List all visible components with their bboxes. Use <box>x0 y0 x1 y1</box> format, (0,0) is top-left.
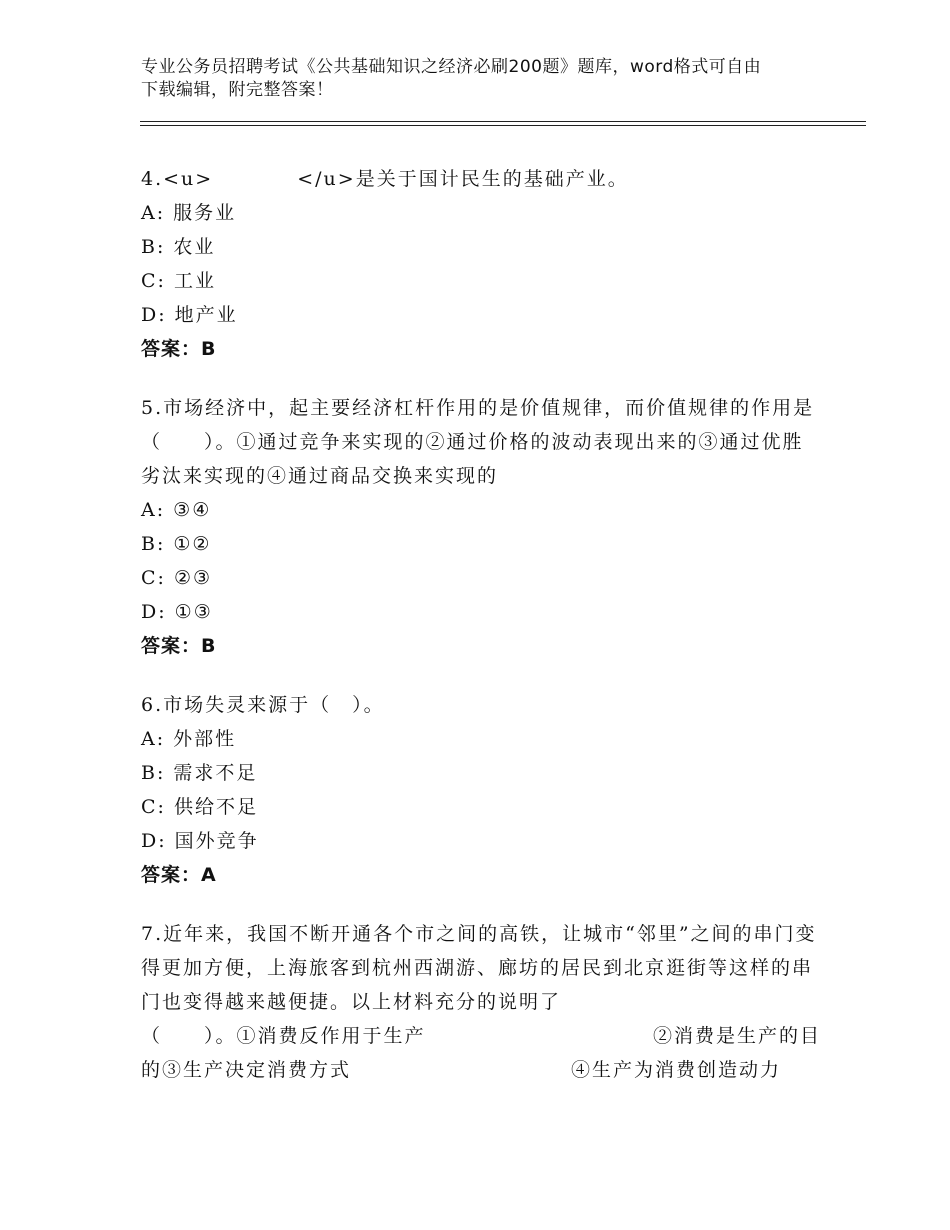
question-stem-row <box>141 1053 821 1087</box>
option-c: C: 工业 <box>141 270 216 292</box>
option-d: D: 国外竞争 <box>141 830 259 852</box>
header-line-1: 专业公务员招聘考试《公共基础知识之经济必刷200题》题库，word格式可自由 <box>141 57 762 77</box>
option-a: A: ③④ <box>141 499 212 521</box>
question-stem <box>141 162 821 196</box>
answer-label: 答案：B <box>141 635 217 657</box>
option-b: B: 需求不足 <box>141 762 258 784</box>
question-stem: 6.市场失灵来源于（ ）。 <box>141 694 385 716</box>
question-7 <box>141 917 821 1087</box>
question-stem-row <box>141 1019 821 1053</box>
option-c: C: ②③ <box>141 567 213 589</box>
stem-row-left: 的③生产决定消费方式 <box>141 1059 352 1081</box>
option-a: A: 外部性 <box>141 728 237 750</box>
document-header <box>141 56 821 102</box>
stem-row-right: ④生产为消费创造动力 <box>570 1059 781 1081</box>
option-b: B: 农业 <box>141 236 216 258</box>
header-divider-bottom <box>140 125 866 126</box>
stem-row-right: ②消费是生产的目 <box>652 1025 821 1047</box>
question-list <box>141 162 821 1112</box>
option-d: D: ①③ <box>141 601 213 623</box>
option-b: B: ①② <box>141 533 212 555</box>
question-stem-part-b: </u>是关于国计民生的基础产业。 <box>297 168 629 190</box>
answer-label: 答案：B <box>141 338 217 360</box>
question-stem: 5.市场经济中，起主要经济杠杆作用的是价值规律，而价值规律的作用是（ ）。①通过竞争来实现的②通过价格的波动表现出来的③通过优胜劣汰来实现的④通过商品交换来实现的 <box>141 397 815 487</box>
question-4 <box>141 162 821 366</box>
question-stem-part-a: 4.<u> <box>141 168 214 190</box>
header-divider-top <box>140 121 866 122</box>
option-a: A: 服务业 <box>141 202 237 224</box>
question-5 <box>141 391 821 663</box>
option-c: C: 供给不足 <box>141 796 258 818</box>
option-d: D: 地产业 <box>141 304 238 326</box>
question-stem: 7.近年来，我国不断开通各个市之间的高铁，让城市“邻里”之间的串门变得更加方便，上海旅客到杭州西湖游、廊坊的居民到北京逛街等这样的串门也变得越来越便捷。以上材料充分的说明了 <box>141 923 817 1013</box>
stem-row-left: （ ）。①消费反作用于生产 <box>141 1025 426 1047</box>
answer-label: 答案：A <box>141 864 217 886</box>
question-6 <box>141 688 821 892</box>
header-line-2: 下载编辑，附完整答案！ <box>141 80 334 100</box>
